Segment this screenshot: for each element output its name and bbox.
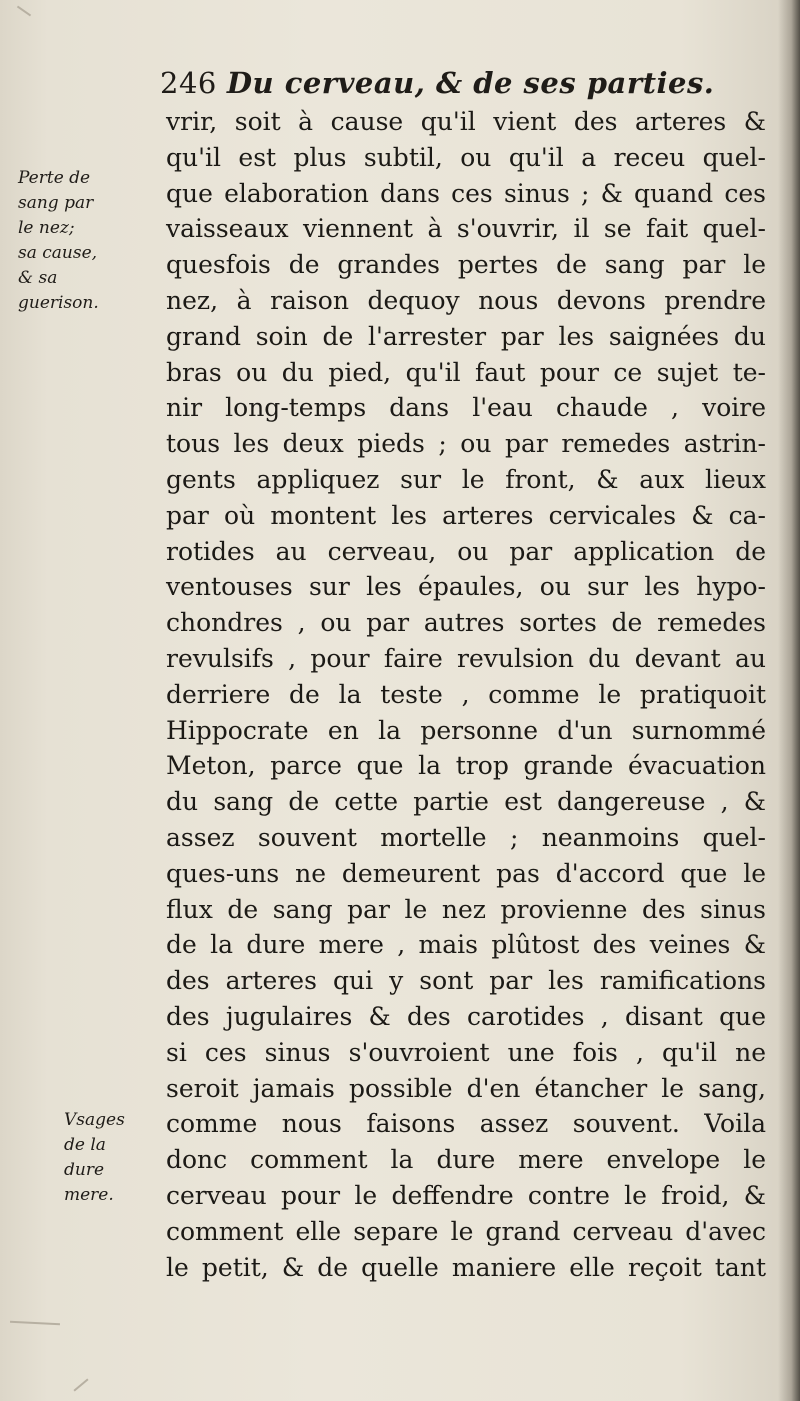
text-line: des jugulaires & des carotides , disant que (166, 1001, 766, 1031)
text-line: des arteres qui y sont par les ramifications (166, 966, 766, 996)
margin-note-line: & sa (18, 268, 58, 288)
text-line: revulsifs , pour faire revulsion du devant au (166, 643, 766, 673)
margin-note-line: guerison. (18, 293, 99, 313)
text-line: grand soin de l'arrester par les saignées du (166, 321, 766, 351)
text-line: donc comment la dure mere envelope le (166, 1145, 766, 1175)
text-line: nir long-temps dans l'eau chaude , voire (166, 393, 766, 423)
margin-note-line: de la (64, 1135, 106, 1155)
text-line: quesfois de grandes pertes de sang par le (166, 250, 766, 280)
text-line: du sang de cette partie est dangereuse , & (166, 787, 766, 817)
text-line: par où montent les arteres cervicales & ca- (166, 500, 766, 530)
text-line: comment elle separe le grand cerveau d'avec (166, 1216, 766, 1246)
margin-note-line: dure (64, 1160, 105, 1180)
text-line: cerveau pour le deffendre contre le froid, & (166, 1180, 766, 1210)
text-line: Meton, parce que la trop grande évacuation (166, 751, 766, 781)
text-line: si ces sinus s'ouvroient une fois , qu'il ne (166, 1037, 766, 1067)
text-line: qu'il est plus subtil, ou qu'il a receu quel- (166, 142, 766, 172)
text-line: derriere de la teste , comme le pratiquoit (166, 679, 766, 709)
running-title: Du cerveau, & de ses parties. (226, 66, 715, 100)
text-line: ventouses sur les épaules, ou sur les hypo- (166, 572, 766, 602)
text-line: rotides au cerveau, ou par application de (166, 536, 766, 566)
margin-note-line: le nez; (18, 218, 75, 238)
text-line: tous les deux pieds ; ou par remedes astrin- (166, 429, 766, 459)
text-line: vaisseaux viennent à s'ouvrir, il se fait quel- (166, 214, 766, 244)
ink-stroke (10, 1321, 60, 1326)
page-number: 246 (160, 66, 217, 100)
text-line: de la dure mere , mais plûtost des veines & (166, 930, 766, 960)
text-line: le petit, & de quelle maniere elle reçoit tant (166, 1252, 766, 1282)
text-line: que elaboration dans ces sinus ; & quand ces (166, 178, 766, 208)
ink-stroke (73, 1378, 88, 1391)
ink-stroke (17, 6, 31, 17)
margin-note-line: Vsages (64, 1110, 125, 1130)
margin-note-line: mere. (64, 1185, 114, 1205)
margin-note-uses (64, 1108, 125, 1208)
text-line: assez souvent mortelle ; neanmoins quel- (166, 822, 766, 852)
body-text (166, 104, 766, 1285)
text-line: bras ou du pied, qu'il faut pour ce sujet te- (166, 357, 766, 387)
text-line: Hippocrate en la personne d'un surnommé (166, 715, 766, 745)
margin-note-line: sa cause, (18, 243, 98, 263)
text-line: chondres , ou par autres sortes de remedes (166, 608, 766, 638)
binding-shadow (778, 0, 800, 1401)
text-line: gents appliquez sur le front, & aux lieux (166, 464, 766, 494)
margin-note-line: sang par (18, 193, 94, 213)
text-line: nez, à raison dequoy nous devons prendre (166, 285, 766, 315)
margin-note-line: Perte de (18, 168, 91, 188)
text-line: flux de sang par le nez provienne des sinus (166, 894, 766, 924)
page-header (160, 66, 714, 100)
text-line: vrir, soit à cause qu'il vient des arteres & (166, 107, 766, 136)
text-line: ques-uns ne demeurent pas d'accord que le (166, 858, 766, 888)
margin-note-nosebleed (18, 166, 99, 316)
text-line: seroit jamais possible d'en étancher le sang, (166, 1073, 766, 1103)
text-line: comme nous faisons assez souvent. Voila (166, 1109, 766, 1139)
